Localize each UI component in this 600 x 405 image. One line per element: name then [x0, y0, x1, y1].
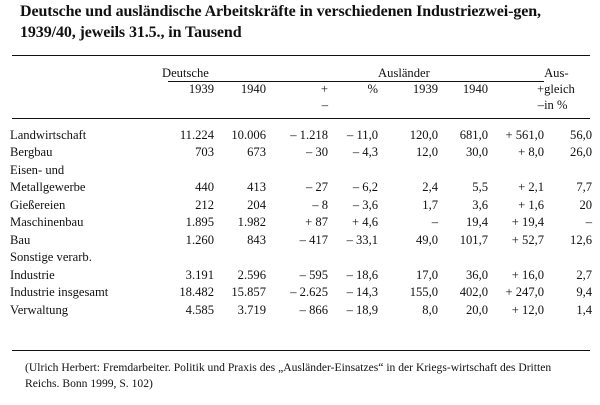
source-citation: (Ulrich Herbert: Fremdarbeiter. Politik und Praxis des „Ausländer-Einsatzes“ in der Kriegs-wirtschaft des Dritten Reichs. Bonn 1999, S. 102): [25, 361, 552, 390]
cell-de-1939: 440: [195, 180, 214, 195]
cell-de-pct: – 18,9: [346, 302, 379, 317]
cell-de-pct: – 3,6: [352, 197, 379, 212]
cell-ausgleich: 7,7: [576, 180, 593, 195]
cell-de-diff: – 1.218: [290, 127, 328, 142]
cell-de-diff: – 417: [299, 232, 328, 247]
table-top-rule: [12, 55, 590, 56]
cell-de-diff: – 866: [299, 302, 328, 317]
header-ausgleich-line1: Aus-: [544, 65, 569, 80]
col-header-au-minus: –: [537, 98, 545, 113]
col-header-au-1940: 1940: [462, 82, 489, 96]
cell-de-diff: – 27: [305, 180, 328, 195]
cell-de-diff: – 30: [305, 145, 328, 160]
cell-de-1939: 3.191: [185, 267, 214, 282]
table-row: [10, 283, 592, 301]
cell-au-1940: 101,7: [459, 232, 489, 247]
cell-de-1940: 3.719: [237, 302, 266, 317]
cell-ausgleich: 1,4: [576, 302, 593, 317]
row-label: Bergbau: [10, 145, 53, 160]
col-header-de-minus: –: [321, 98, 328, 113]
cell-au-diff: + 561,0: [505, 127, 545, 142]
cell-au-diff: + 16,0: [511, 267, 545, 282]
cell-de-1940: 843: [247, 232, 266, 247]
col-header-au-diff: +: [536, 82, 545, 96]
col-header-de-1939: 1939: [188, 82, 214, 96]
cell-au-diff: + 52,7: [511, 232, 545, 247]
cell-de-1940: 413: [247, 180, 266, 195]
row-label: Verwaltung: [10, 302, 69, 317]
cell-au-1940: 20,0: [466, 302, 489, 317]
table-row: [10, 178, 592, 196]
header-columns-row: [10, 81, 592, 97]
row-label: Landwirtschaft: [10, 127, 87, 142]
cell-au-1940: 681,0: [459, 127, 489, 142]
col-header-de-1940: 1940: [240, 82, 266, 96]
table-row: [10, 301, 592, 319]
table-row: [10, 196, 592, 214]
cell-ausgleich: 56,0: [570, 127, 593, 142]
document-title: Deutsche und ausländische Arbeitskräfte in verschiedenen Industriezwei-gen, 1939/40, jeweils 31.5., in Tausend: [20, 3, 541, 41]
cell-au-1939: –: [431, 215, 439, 230]
cell-de-pct: – 33,1: [346, 232, 379, 247]
cell-de-pct: – 4,3: [352, 145, 379, 160]
row-label: Industrie insgesamt: [10, 285, 109, 300]
row-label: Bau: [10, 232, 31, 247]
row-label: Industrie: [10, 267, 55, 282]
table-row: [10, 143, 592, 161]
table-row: [10, 161, 592, 179]
cell-ausgleich: 2,7: [576, 267, 593, 282]
cell-au-diff: + 12,0: [511, 302, 545, 317]
cell-au-diff: + 19,4: [511, 215, 545, 230]
table-row: [10, 126, 592, 144]
cell-de-diff: + 87: [305, 215, 328, 230]
cell-au-1939: 49,0: [416, 232, 439, 247]
cell-de-pct: + 4,6: [352, 215, 379, 230]
row-label: Gießereien: [10, 197, 66, 212]
header-ausgleich-line3: in %: [544, 98, 568, 113]
cell-ausgleich: 9,4: [576, 285, 593, 300]
cell-au-1940: 19,4: [466, 215, 489, 230]
cell-de-pct: – 14,3: [346, 285, 379, 300]
cell-de-1940: 204: [247, 197, 266, 212]
cell-au-1939: 1,7: [422, 197, 439, 212]
cell-de-pct: – 18,6: [346, 267, 379, 282]
cell-au-diff: + 247,0: [505, 285, 545, 300]
table-row: [10, 248, 592, 266]
cell-au-1940: 36,0: [466, 267, 489, 282]
cell-au-1940: 3,6: [472, 197, 489, 212]
cell-au-1939: 155,0: [409, 285, 439, 300]
cell-ausgleich: 20: [579, 197, 593, 212]
table-row: [10, 231, 592, 249]
cell-de-1940: 10.006: [231, 127, 266, 142]
cell-au-1940: 5,5: [472, 180, 489, 195]
cell-au-diff: + 1,6: [518, 197, 545, 212]
row-label: Maschinenbau: [10, 215, 84, 230]
cell-de-diff: – 2.625: [290, 285, 328, 300]
cell-ausgleich: 26,0: [570, 145, 593, 160]
header-ausgleich-line2: gleich: [544, 82, 575, 96]
cell-ausgleich: 12,6: [570, 232, 593, 247]
cell-de-1940: 2.596: [237, 267, 266, 282]
cell-de-1939: 703: [195, 145, 214, 160]
cell-de-1939: 1.895: [185, 215, 214, 230]
cell-de-1940: 1.982: [237, 215, 266, 230]
cell-au-1939: 17,0: [416, 267, 439, 282]
col-header-au-1939: 1939: [412, 82, 439, 96]
cell-au-diff: + 8,0: [518, 145, 545, 160]
header-group-row: [10, 59, 592, 81]
header-sign-row: [10, 97, 592, 113]
cell-de-1939: 18.482: [179, 285, 214, 300]
cell-de-1940: 15.857: [231, 285, 266, 300]
cell-de-diff: – 595: [299, 267, 328, 282]
cell-de-diff: – 8: [312, 197, 328, 212]
cell-de-pct: – 11,0: [347, 127, 379, 142]
table-row: [10, 266, 592, 284]
col-header-de-pct: %: [367, 82, 379, 96]
row-label: Metallgewerbe: [10, 180, 86, 195]
row-label: Sonstige verarb.: [10, 250, 92, 265]
cell-ausgleich: –: [585, 215, 593, 230]
cell-au-1939: 12,0: [416, 145, 439, 160]
group-header-auslaender: Ausländer: [378, 65, 430, 80]
cell-de-1940: 673: [247, 145, 266, 160]
cell-au-1939: 120,0: [409, 127, 439, 142]
workforce-table: [10, 59, 592, 318]
cell-au-diff: + 2,1: [518, 180, 545, 195]
table-bottom-rule: [12, 350, 590, 351]
cell-au-1940: 402,0: [459, 285, 489, 300]
cell-au-1940: 30,0: [466, 145, 489, 160]
col-header-de-diff: +: [320, 82, 328, 96]
cell-de-1939: 4.585: [185, 302, 214, 317]
cell-de-1939: 11.224: [179, 127, 214, 142]
cell-de-1939: 1.260: [185, 232, 214, 247]
cell-de-pct: – 6,2: [352, 180, 379, 195]
table-row: [10, 213, 592, 231]
row-label: Eisen- und: [10, 162, 65, 177]
cell-au-1939: 2,4: [422, 180, 439, 195]
cell-au-1939: 8,0: [422, 302, 439, 317]
group-header-deutsche: Deutsche: [162, 65, 209, 80]
cell-de-1939: 212: [195, 197, 214, 212]
